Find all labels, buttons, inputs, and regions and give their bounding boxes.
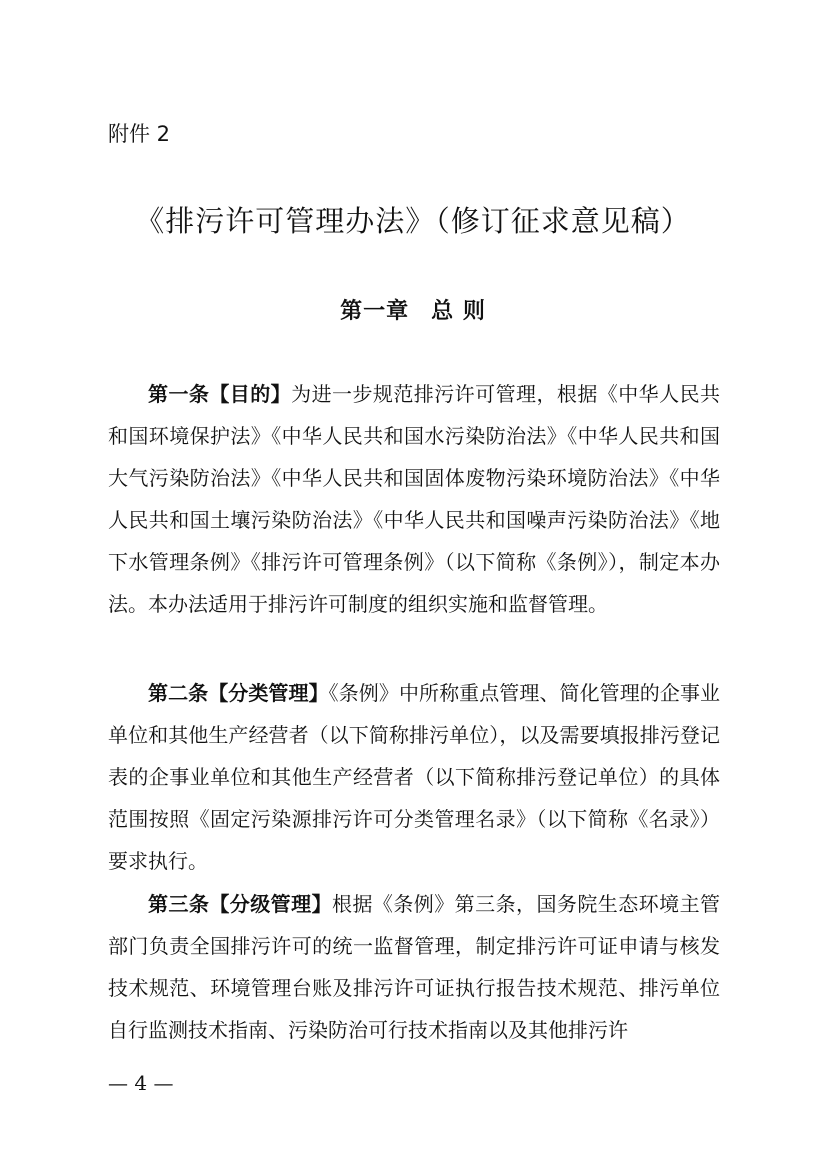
article-2-text: 《条例》中所称重点管理、简化管理的企事业单位和其他生产经营者（以下简称排污单位），以及需要填报排污登记表的企事业单位和其他生产经营者（以下简称排污登记单位）的具体范围按照《固定污染源排污许可分类管理名录》（以下简称《名录》）要求执行。	[108, 681, 721, 873]
article-1	[108, 373, 720, 625]
chapter-title	[0, 294, 826, 325]
article-3	[108, 883, 720, 1051]
article-3-number: 第三条	[148, 892, 210, 916]
article-2-number: 第二条	[148, 681, 209, 705]
article-3-heading: 【分级管理】	[209, 892, 333, 916]
article-2	[108, 672, 720, 882]
document-title: 《排污许可管理办法》（修订征求意见稿）	[135, 204, 691, 238]
chapter-name: 总 则	[431, 299, 486, 324]
page-number: — 4 —	[108, 1071, 174, 1095]
attachment-label: 附件 2	[108, 122, 171, 146]
article-1-heading: 【目的】	[209, 382, 292, 406]
chapter-number: 第一章	[340, 299, 410, 324]
article-1-text: 为进一步规范排污许可管理，根据《中华人民共和国环境保护法》《中华人民共和国水污染防治法》《中华人民共和国大气污染防治法》《中华人民共和国固体废物污染环境防治法》《中华人民共和国土壤污染防治法》《中华人民共和国噪声污染防治法》《地下水管理条例》《排污许可管理条例》（以下简称《条例》），制定本办法。本办法适用于排污许可制度的组织实施和监督管理。	[108, 382, 721, 616]
article-1-number: 第一条	[148, 382, 210, 406]
article-3-text: 根据《条例》第三条，国务院生态环境主管部门负责全国排污许可的统一监督管理，制定排污许可证申请与核发技术规范、环境管理台账及排污许可证执行报告技术规范、排污单位自行监测技术指南、污染防治可行技术指南以及其他排污许	[108, 892, 721, 1042]
article-2-heading: 【分类管理】	[208, 681, 329, 705]
